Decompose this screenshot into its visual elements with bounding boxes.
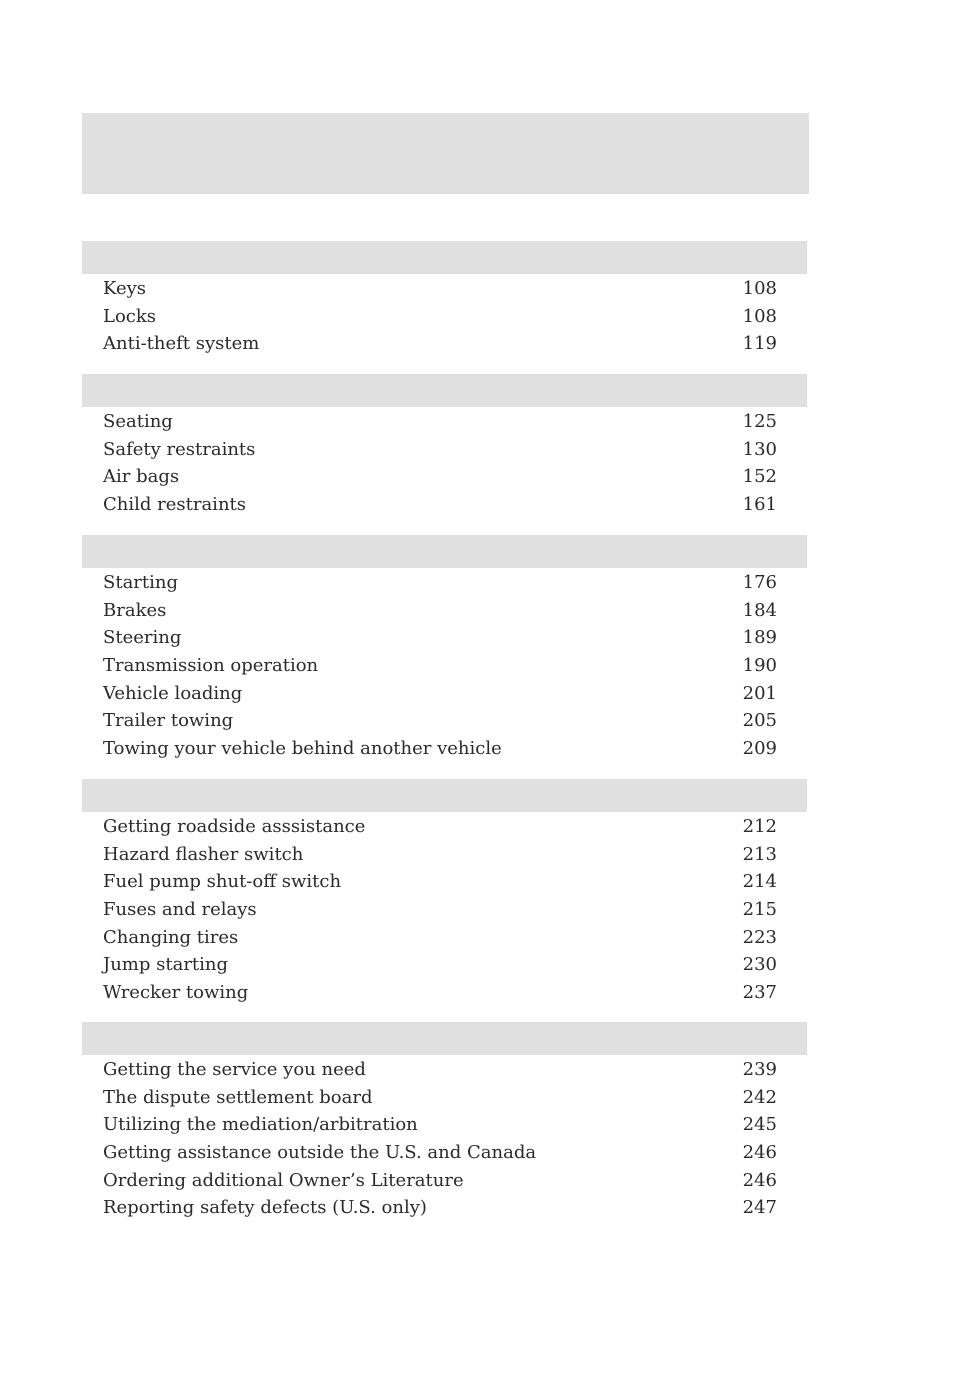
toc-entry[interactable] bbox=[82, 680, 807, 708]
toc-entry[interactable] bbox=[82, 624, 807, 652]
entry-page-number: 189 bbox=[742, 627, 777, 649]
toc-entry[interactable] bbox=[82, 896, 807, 924]
entry-page-number: 212 bbox=[742, 816, 777, 837]
toc-entry[interactable] bbox=[82, 436, 807, 464]
entry-title: Getting the service you need bbox=[103, 1059, 366, 1080]
toc-entry[interactable] bbox=[82, 597, 807, 625]
entry-title: Hazard flasher switch bbox=[103, 843, 304, 865]
toc-entry[interactable] bbox=[82, 868, 807, 896]
toc-section-4 bbox=[82, 779, 807, 1007]
toc-section-3 bbox=[82, 535, 807, 763]
entry-page-number: 130 bbox=[742, 438, 777, 460]
entry-title: The dispute settlement board bbox=[103, 1086, 373, 1108]
toc-entry[interactable] bbox=[82, 330, 807, 358]
entry-title: Transmission operation bbox=[103, 655, 319, 677]
entry-title: Utilizing the mediation/arbitration bbox=[103, 1114, 418, 1136]
entry-list-2 bbox=[82, 407, 807, 519]
toc-entry[interactable] bbox=[82, 841, 807, 869]
entry-page-number: 108 bbox=[742, 278, 777, 299]
entry-title: Locks bbox=[103, 305, 157, 327]
entry-title: Changing tires bbox=[103, 926, 239, 948]
entry-title: Getting assistance outside the U.S. and Canada bbox=[103, 1142, 537, 1164]
toc-entry[interactable] bbox=[82, 569, 807, 597]
entry-title: Seating bbox=[103, 411, 173, 432]
entry-title: Getting roadside asssistance bbox=[103, 816, 366, 837]
toc-entry[interactable] bbox=[82, 1194, 807, 1222]
entry-title: Ordering additional Owner’s Literature bbox=[103, 1169, 464, 1191]
toc-entry[interactable] bbox=[82, 735, 807, 763]
entry-list-3 bbox=[82, 568, 807, 763]
section-header-4 bbox=[82, 779, 807, 812]
entry-page-number: 247 bbox=[742, 1197, 777, 1219]
entry-title: Fuel pump shut-off switch bbox=[103, 871, 342, 893]
entry-page-number: 201 bbox=[742, 682, 777, 704]
entry-page-number: 176 bbox=[742, 572, 777, 593]
entry-page-number: 245 bbox=[742, 1114, 777, 1136]
toc-entry[interactable] bbox=[82, 951, 807, 979]
entry-list-5 bbox=[82, 1055, 807, 1222]
toc-section-5 bbox=[82, 1022, 807, 1222]
section-header-3 bbox=[82, 535, 807, 568]
toc-entry[interactable] bbox=[82, 1167, 807, 1195]
entry-page-number: 246 bbox=[742, 1169, 777, 1191]
entry-title: Wrecker towing bbox=[103, 982, 249, 1004]
toc-entry[interactable] bbox=[82, 275, 807, 303]
entry-page-number: 119 bbox=[742, 333, 777, 355]
entry-page-number: 125 bbox=[742, 411, 777, 432]
toc-entry[interactable] bbox=[82, 924, 807, 952]
toc-entry[interactable] bbox=[82, 1084, 807, 1112]
entry-title: Air bags bbox=[103, 466, 180, 488]
toc-entry[interactable] bbox=[82, 408, 807, 436]
entry-list-1 bbox=[82, 274, 807, 358]
entry-page-number: 213 bbox=[742, 843, 777, 865]
toc-entry[interactable] bbox=[82, 463, 807, 491]
toc-entry[interactable] bbox=[82, 1139, 807, 1167]
toc-entry[interactable] bbox=[82, 491, 807, 519]
entry-page-number: 205 bbox=[742, 710, 777, 732]
toc-section-1 bbox=[82, 241, 807, 358]
entry-page-number: 209 bbox=[742, 738, 777, 760]
toc-entry[interactable] bbox=[82, 1111, 807, 1139]
section-header-1 bbox=[82, 241, 807, 274]
entry-page-number: 230 bbox=[742, 954, 777, 976]
entry-page-number: 246 bbox=[742, 1142, 777, 1164]
entry-title: Steering bbox=[103, 627, 182, 649]
entry-title: Keys bbox=[103, 278, 147, 299]
entry-page-number: 237 bbox=[742, 982, 777, 1004]
entry-title: Trailer towing bbox=[103, 710, 234, 732]
toc-entry[interactable] bbox=[82, 1056, 807, 1084]
toc-entry[interactable] bbox=[82, 707, 807, 735]
entry-title: Fuses and relays bbox=[103, 899, 257, 921]
toc-entry[interactable] bbox=[82, 303, 807, 331]
toc-entry[interactable] bbox=[82, 813, 807, 841]
entry-page-number: 108 bbox=[742, 305, 777, 327]
entry-title: Jump starting bbox=[103, 954, 229, 976]
entry-page-number: 239 bbox=[742, 1059, 777, 1080]
entry-list-4 bbox=[82, 812, 807, 1007]
entry-title: Brakes bbox=[103, 599, 167, 621]
entry-title: Safety restraints bbox=[103, 438, 256, 460]
entry-page-number: 152 bbox=[742, 466, 777, 488]
entry-title: Reporting safety defects (U.S. only) bbox=[103, 1197, 427, 1219]
entry-title: Anti-theft system bbox=[103, 333, 260, 355]
entry-title: Vehicle loading bbox=[103, 682, 243, 704]
entry-title: Child restraints bbox=[103, 494, 247, 516]
entry-page-number: 242 bbox=[742, 1086, 777, 1108]
entry-title: Towing your vehicle behind another vehicle bbox=[103, 738, 502, 760]
toc-entry[interactable] bbox=[82, 652, 807, 680]
entry-page-number: 215 bbox=[742, 899, 777, 921]
entry-page-number: 190 bbox=[742, 655, 777, 677]
section-header-5 bbox=[82, 1022, 807, 1055]
entry-page-number: 184 bbox=[742, 599, 777, 621]
toc-entry[interactable] bbox=[82, 979, 807, 1007]
entry-page-number: 223 bbox=[742, 926, 777, 948]
title-band bbox=[82, 113, 809, 194]
entry-page-number: 214 bbox=[742, 871, 777, 893]
section-header-2 bbox=[82, 374, 807, 407]
entry-page-number: 161 bbox=[742, 494, 777, 516]
toc-section-2 bbox=[82, 374, 807, 519]
entry-title: Starting bbox=[103, 572, 179, 593]
